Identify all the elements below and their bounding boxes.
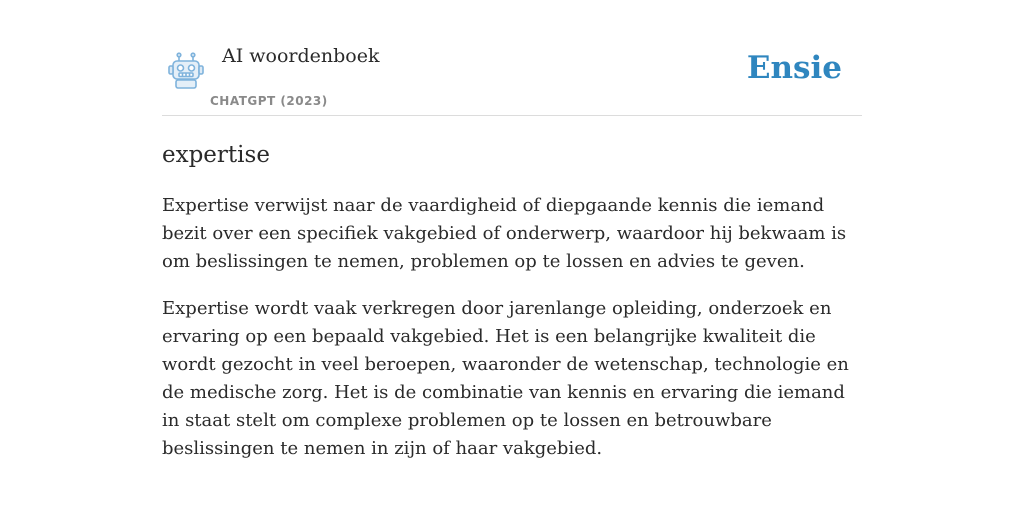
definition-paragraph: Expertise verwijst naar de vaardigheid of diepgaande kennis die iemand bezit over een specifiek vakgebied of onderwerp, waardoor hij bekwaam is om beslissingen te nemen, problemen op te lossen en advies te geven. — [162, 195, 847, 272]
dictionary-title[interactable]: AI woordenboek — [222, 45, 380, 67]
robot-icon — [166, 52, 206, 90]
definition-card — [162, 36, 862, 463]
card-header — [162, 36, 862, 116]
definition-paragraph: Expertise wordt vaak verkregen door jarenlange opleiding, onderzoek en ervaring op een bepaald vakgebied. Het is een belangrijke kwaliteit die wordt gezocht in veel beroepen, waaronder de wetenschap, technologie en de medische zorg. Het is de combinatie van kennis en ervaring die iemand in staat stelt om complexe problemen op te lossen en betrouwbare beslissingen te nemen in zijn of haar vakgebied. — [162, 298, 849, 459]
brand-logo[interactable]: Ensie — [746, 50, 842, 86]
entry-term: expertise — [162, 142, 270, 168]
source-label: CHATGPT (2023) — [210, 94, 328, 108]
definition-body — [162, 192, 862, 463]
